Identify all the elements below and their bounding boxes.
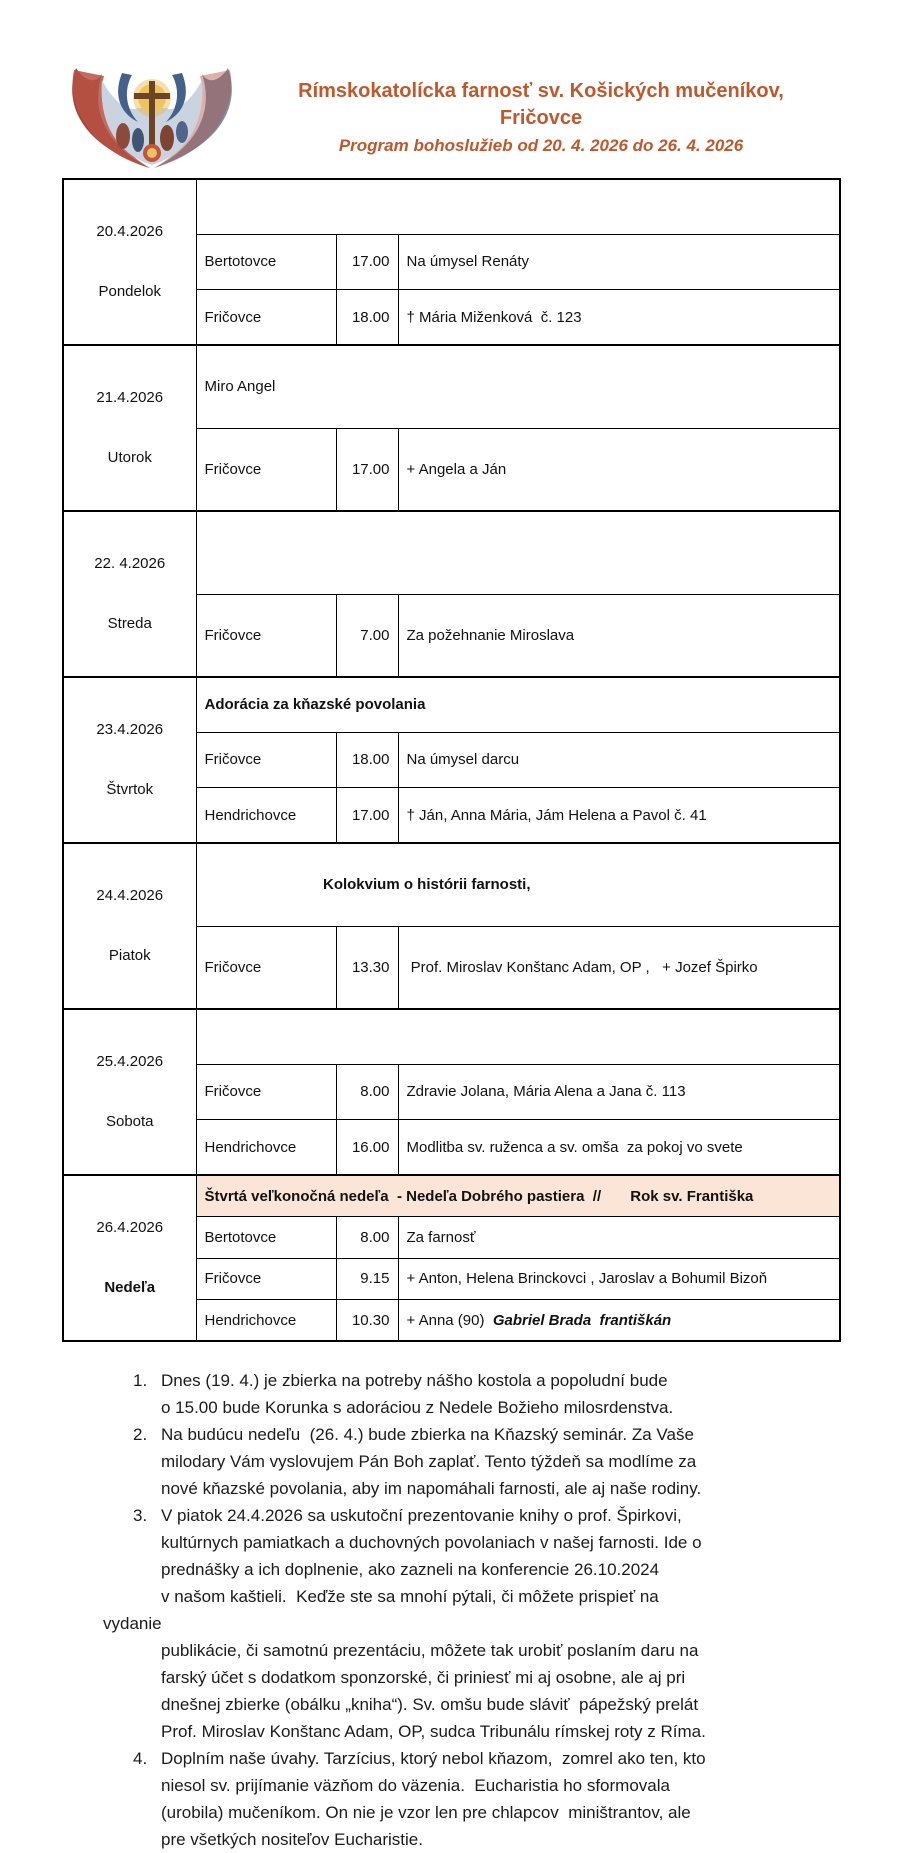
date-cell: [63, 179, 196, 345]
intention-cell: Na úmysel darcu: [398, 732, 840, 787]
intention-cell: + Anton, Helena Brinckovci , Jaroslav a Bohumil Bizoň: [398, 1258, 840, 1300]
intention-cell: Na úmysel Renáty: [398, 234, 840, 289]
place-cell: Fričovce: [196, 594, 336, 677]
banner-cell: [196, 1009, 840, 1064]
date-cell: [63, 1009, 196, 1175]
place-cell: Fričovce: [196, 290, 336, 345]
day-label: Sobota: [105, 1113, 154, 1131]
day-block-tuesday: [63, 345, 840, 511]
date-cell: [63, 1175, 196, 1341]
date-cell: [63, 677, 196, 843]
day-block-thursday: [63, 677, 840, 843]
announcement-text: Na budúcu nedeľu (26. 4.) bude zbierka na Kňazský seminár. Za Vaše milodary Vám vyslovujem Pán Boh zaplať. Tento týždeň sa modlíme za nové kňazské povolania, aby im napomáhali farnosti, ale aj naše rodiny.: [161, 1425, 702, 1498]
page-title-line1: Rímskokatolícka farnosť sv. Košických mučeníkov,: [298, 80, 784, 102]
time-cell: 18.00: [336, 290, 398, 345]
place-cell: Fričovce: [196, 428, 336, 511]
date-label: 24.4.2026: [96, 886, 164, 904]
place-cell: Bertotovce: [196, 1217, 336, 1259]
day-block-saturday: [63, 1009, 840, 1175]
page-subtitle: Program bohoslužieb od 20. 4. 2026 do 26. 4. 2026: [338, 136, 744, 155]
time-cell: 7.00: [336, 594, 398, 677]
intention-cell: Modlitba sv. ruženca a sv. omša za pokoj vo svete: [398, 1120, 840, 1175]
time-cell: 16.00: [336, 1120, 398, 1175]
intention-celebrant: Gabriel Brada františkán: [492, 1311, 672, 1329]
time-cell: 8.00: [336, 1064, 398, 1119]
banner-cell: [196, 511, 840, 594]
announcements: [103, 1367, 822, 1853]
place-cell: Fričovce: [196, 1064, 336, 1119]
date-cell: [63, 345, 196, 511]
intention-cell: Za požehnanie Miroslava: [398, 594, 840, 677]
intention-cell: † Mária Miženková č. 123: [398, 290, 840, 345]
banner-cell: Kolokvium o histórii farnosti,: [196, 843, 840, 926]
announcement-item-1: [103, 1367, 822, 1421]
announcement-number: 4.: [133, 1749, 148, 1768]
parish-emblem-icon: [62, 60, 242, 172]
time-cell: 9.15: [336, 1258, 398, 1300]
intention-text: + Anna (90): [406, 1311, 493, 1329]
date-cell: [63, 511, 196, 677]
place-cell: Fričovce: [196, 926, 336, 1009]
time-cell: 17.00: [336, 234, 398, 289]
title-block: [242, 58, 840, 156]
place-cell: Bertotovce: [196, 234, 336, 289]
day-label: Štvrtok: [106, 781, 154, 799]
day-label: Pondelok: [98, 283, 162, 301]
time-cell: 17.00: [336, 428, 398, 511]
announcement-item-3-continuation: publikácie, či samotnú prezentáciu, môžete tak urobiť poslaním daru na farský účet s dodatkom sponzorské, či priniesť mi aj osobne, ale aj pri dnešnej zbierke (obálku „kniha“). Sv. omšu bude sláviť pápežský prelát Prof. Miroslav Konštanc Adam, OP, sudca Tribunálu rímskej roty z Ríma.: [161, 1641, 706, 1741]
time-cell: 10.30: [336, 1300, 398, 1342]
place-cell: Hendrichovce: [196, 788, 336, 843]
header: [62, 58, 840, 178]
announcement-number: 3.: [133, 1506, 148, 1525]
day-block-monday: [63, 179, 840, 345]
place-cell: Fričovce: [196, 732, 336, 787]
intention-cell: Prof. Miroslav Konštanc Adam, OP , + Jozef Špirko: [398, 926, 840, 1009]
date-label: 22. 4.2026: [94, 554, 166, 572]
date-cell: [63, 843, 196, 1009]
date-label: 26.4.2026: [96, 1218, 164, 1236]
date-label: 20.4.2026: [96, 222, 164, 240]
announcement-item-3: [103, 1502, 822, 1610]
schedule-table: [62, 178, 841, 1342]
announcement-number: 1.: [133, 1371, 148, 1390]
announcement-number: 2.: [133, 1425, 148, 1444]
time-cell: 8.00: [336, 1217, 398, 1259]
place-cell: Hendrichovce: [196, 1120, 336, 1175]
time-cell: 13.30: [336, 926, 398, 1009]
time-cell: 18.00: [336, 732, 398, 787]
announcement-text: Dnes (19. 4.) je zbierka na potreby nášho kostola a popoludní bude o 15.00 bude Korunka s adoráciou z Nedele Božieho milosrdenstva.: [161, 1371, 674, 1417]
intention-cell: + Angela a Ján: [398, 428, 840, 511]
date-label: 21.4.2026: [96, 388, 164, 406]
banner-cell: [196, 179, 840, 234]
announcement-text: Doplním naše úvahy. Tarzícius, ktorý nebol kňazom, zomrel ako ten, kto niesol sv. prijímanie väzňom do väzenia. Eucharistia ho sformovala (urobila) mučeníkom. On nie je vzor len pre chlapcov miništrantov, ale pre všetkých nositeľov Eucharistie.: [161, 1749, 706, 1849]
announcement-item-2: [103, 1421, 822, 1502]
banner-cell: Adorácia za kňazské povolania: [196, 677, 840, 732]
intention-cell: † Ján, Anna Mária, Jám Helena a Pavol č. 41: [398, 788, 840, 843]
page-title-line2: Fričovce: [499, 107, 583, 129]
date-label: 25.4.2026: [96, 1052, 164, 1070]
announcement-text: V piatok 24.4.2026 sa uskutoční prezentovanie knihy o prof. Špirkovi, kultúrnych pamiatkach a duchovných povolaniach v našej farnosti. Ide o prednášky a ich doplnenie, ako zazneli na konferencie 26.10.2024 v našom kaštieli. Keďže ste sa mnohí pýtali, či môžete prispieť na: [161, 1506, 702, 1606]
day-label: Utorok: [107, 449, 152, 467]
announcement-outdent-line: vydanie: [103, 1614, 162, 1633]
banner-cell: Štvrtá veľkonočná nedeľa - Nedeľa Dobrého pastiera // Rok sv. Františka: [196, 1175, 840, 1217]
day-label: Streda: [107, 615, 152, 633]
banner-cell: Miro Angel: [196, 345, 840, 428]
day-block-friday: [63, 843, 840, 1009]
place-cell: Fričovce: [196, 1258, 336, 1300]
day-block-wednesday: [63, 511, 840, 677]
date-label: 23.4.2026: [96, 720, 164, 738]
day-block-sunday: [63, 1175, 840, 1341]
parish-logo: [62, 60, 242, 172]
day-label: Piatok: [108, 947, 151, 965]
intention-cell: [398, 1300, 840, 1342]
place-cell: Hendrichovce: [196, 1300, 336, 1342]
time-cell: 17.00: [336, 788, 398, 843]
announcement-item-4: [103, 1745, 822, 1853]
intention-cell: Za farnosť: [398, 1217, 840, 1259]
intention-cell: Zdravie Jolana, Mária Alena a Jana č. 113: [398, 1064, 840, 1119]
day-label: Nedeľa: [104, 1279, 156, 1297]
